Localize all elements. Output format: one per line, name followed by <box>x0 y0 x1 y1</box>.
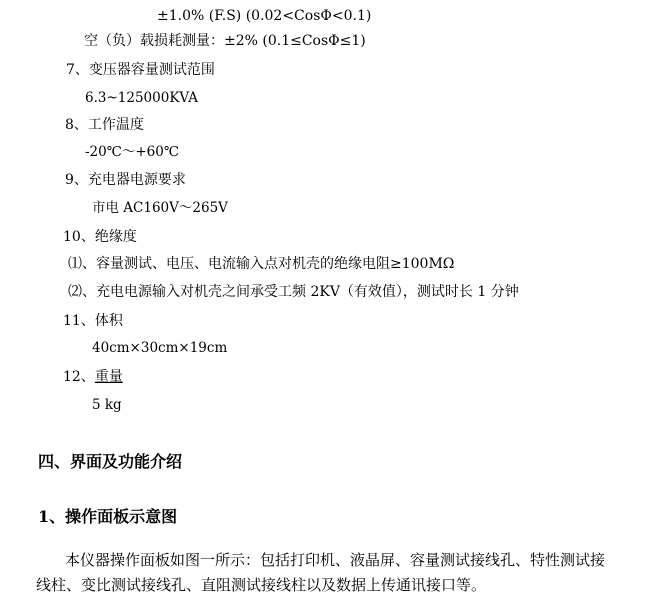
spec-item-10-sub2: ⑵、充电电源输入对机壳之间承受工频 2KV（有效值），测试时长 1 分钟 <box>68 284 519 300</box>
intro-paragraph-line-1: 本仪器操作面板如图一所示：包括打印机、液晶屏、容量测试接线孔、特性测试接 <box>65 551 606 569</box>
spec-item-12-value: 5 kg <box>92 397 122 413</box>
spec-item-11-value: 40cm×30cm×19cm <box>92 340 228 356</box>
accuracy-spec-line: ±1.0% (F.S) (0.02<CosΦ<0.1) <box>157 8 372 24</box>
no-load-loss-spec-line: 空（负）载损耗测量：±2% (0.1≤CosΦ≤1) <box>84 33 366 49</box>
spec-item-10-title: 10、绝缘度 <box>63 229 137 245</box>
spec-item-8-title: 8、工作温度 <box>65 117 144 133</box>
spec-item-7-value: 6.3~125000KVA <box>85 90 198 106</box>
spec-item-11-title: 11、体积 <box>63 313 123 329</box>
subsection-1-heading: 1、操作面板示意图 <box>38 507 178 526</box>
spec-item-12-title <box>63 369 123 386</box>
spec-item-8-value: -20℃～+60℃ <box>85 144 179 160</box>
spec-item-10-sub1: ⑴、容量测试、电压、电流输入点对机壳的绝缘电阻≥100MΩ <box>68 256 455 272</box>
spec-item-9-value: 市电 AC160V～265V <box>92 200 228 216</box>
section-4-heading: 四、界面及功能介绍 <box>38 452 183 471</box>
spec-item-7-title: 7、变压器容量测试范围 <box>66 62 215 78</box>
spec-item-12-label: 重量 <box>94 369 123 385</box>
spec-item-12-number: 12、 <box>63 369 95 385</box>
intro-paragraph-line-2: 线柱、变比测试接线孔、直阻测试接线柱以及数据上传通讯接口等。 <box>36 576 487 594</box>
spec-item-9-title: 9、充电器电源要求 <box>65 172 186 188</box>
